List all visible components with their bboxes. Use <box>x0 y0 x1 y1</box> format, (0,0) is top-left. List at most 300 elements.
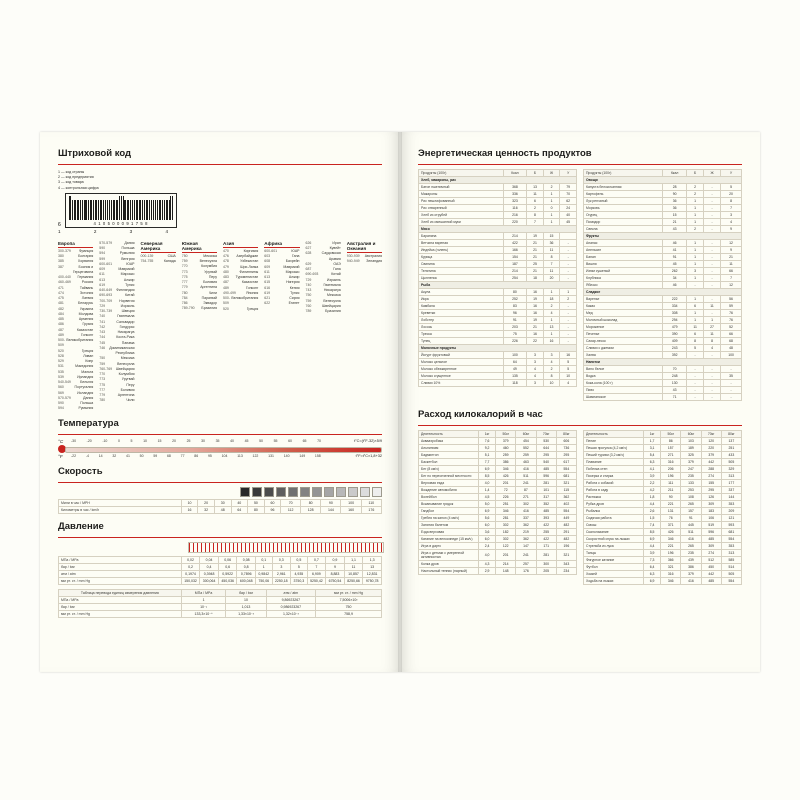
table-row <box>419 352 577 359</box>
table-cell: 265 <box>681 501 701 508</box>
axis-tick: -10 <box>102 439 108 444</box>
table-cell: 1 <box>543 191 560 198</box>
table-cell: Молоко обезжиренное <box>419 366 504 373</box>
left-page <box>40 132 400 672</box>
country-name: Эквадор <box>203 301 217 306</box>
table-cell: 15 <box>663 212 687 219</box>
country-name: Россия <box>81 280 94 285</box>
table-header-cell: У <box>721 170 742 177</box>
country-code: 780 <box>181 290 188 295</box>
table-cell: 346 <box>661 578 681 585</box>
table-cell: 409 <box>663 338 687 345</box>
country-column <box>223 241 258 412</box>
barcode-bar <box>139 200 140 220</box>
table-cell: 115 <box>556 487 576 494</box>
table-cell: 1 <box>687 205 704 212</box>
table-cell: 362 <box>556 494 576 501</box>
country-code: 775 <box>181 274 188 279</box>
table-header-row <box>584 431 742 438</box>
table-cell: 426 <box>661 529 681 536</box>
country-code: 780 <box>99 398 106 403</box>
table-cell: 8250,66 <box>344 577 363 584</box>
country-code: 622 <box>264 301 271 306</box>
table-cell: 118 <box>503 380 526 387</box>
country-code: 760 <box>305 303 312 308</box>
table-cell: Водка <box>584 373 663 380</box>
table-cell: 5,0 <box>479 501 496 508</box>
barcode-index-row <box>58 229 168 234</box>
table-cell: 449 <box>556 515 576 522</box>
country-code: 485 <box>58 317 64 322</box>
table-cell: 8,5 <box>644 529 661 536</box>
table-row <box>419 494 577 501</box>
country-name: США <box>167 253 176 258</box>
table-cell: 0,7896 <box>237 570 256 577</box>
table-cell: 133 <box>681 480 701 487</box>
country-code: 740 <box>305 282 312 287</box>
speed-block <box>252 487 262 497</box>
table-cell: 221 <box>661 543 681 550</box>
table-cell: 66 <box>721 331 742 338</box>
table-row <box>419 289 577 296</box>
table-cell: - <box>703 254 720 261</box>
table-cell: 235 <box>681 550 701 557</box>
table-cell: 4 <box>721 219 742 226</box>
table-cell: 1 <box>687 261 704 268</box>
table-cell: 2,9 <box>479 568 496 575</box>
table-group-header: Мясо <box>419 226 577 233</box>
right-page <box>400 132 760 672</box>
country-name: Никарагуа <box>323 288 341 293</box>
country-name: Ирландия <box>77 374 94 379</box>
table-cell: 334 <box>663 303 687 310</box>
country-code: 690-693 <box>305 272 319 277</box>
table-cell: Рыбалка <box>584 508 644 515</box>
table-cell: 48 <box>214 506 231 513</box>
barcode-bar <box>167 200 168 220</box>
axis-tick: 0 <box>117 439 120 444</box>
table-cell: 485 <box>536 508 556 515</box>
table-cell: Какао <box>584 303 663 310</box>
table-cell: 5 <box>560 366 577 373</box>
table-cell: - <box>560 303 577 310</box>
table-cell: 11 <box>543 247 560 254</box>
axis-tick: 95 <box>207 454 212 459</box>
table-cell: 8 <box>703 338 720 345</box>
table-cell: - <box>560 331 577 338</box>
barcode-index-3: 3 <box>129 228 133 234</box>
table-row <box>584 487 742 494</box>
table-row <box>584 177 742 184</box>
table-cell: 460 <box>496 445 516 452</box>
country-code: 619 <box>99 282 106 287</box>
country-code: 626 <box>305 240 312 245</box>
axis-tick: -22 <box>71 454 77 459</box>
country-code: 759 <box>181 259 188 264</box>
table-cell: Километры в час / km/h <box>59 506 182 513</box>
table-cell: Вино белое <box>584 366 663 373</box>
table-row <box>584 578 742 585</box>
table-header-cell: Ж <box>703 170 720 177</box>
table-cell: 7 <box>543 261 560 268</box>
table-cell: МПа / MPa <box>59 556 182 563</box>
table-cell: Вскапывание грядок <box>419 501 479 508</box>
table-cell: 2,4 <box>479 543 496 550</box>
table-cell: - <box>721 366 742 373</box>
table-cell: 72 <box>496 487 516 494</box>
axis-tick: -20 <box>86 439 92 444</box>
table-cell: 4 <box>560 380 577 387</box>
table-cell: 316 <box>661 459 681 466</box>
country-name: Австралия <box>364 253 382 258</box>
table-cell: 5 <box>560 359 577 366</box>
barcode-bar <box>123 196 124 220</box>
table-cell: 12 <box>721 282 742 289</box>
table-row <box>419 522 577 529</box>
table-cell: 0,9 <box>326 556 345 563</box>
table-cell: 681 <box>556 473 576 480</box>
country-name: Шри-Ланка <box>240 264 259 269</box>
table-cell: 48 <box>721 345 742 352</box>
country-code: 786 <box>181 301 188 306</box>
table-row <box>584 324 742 331</box>
table-cell: 4 <box>543 359 560 366</box>
country-code: 600-601 <box>264 248 278 253</box>
table-cell: 196 <box>556 543 576 550</box>
table-cell: 0,4 <box>200 563 219 570</box>
table-cell: - <box>721 380 742 387</box>
table-cell: 0,1 <box>255 556 272 563</box>
table-group-header: Овощи <box>584 177 742 184</box>
table-cell: 171 <box>536 543 556 550</box>
table-cell: 121 <box>721 515 741 522</box>
country-name: Гонконг <box>245 285 259 290</box>
country-code: 613 <box>264 275 271 280</box>
table-row <box>419 529 577 536</box>
table-cell: 13 <box>543 324 560 331</box>
table-row <box>584 380 742 387</box>
table-cell: 36 <box>543 240 560 247</box>
table-cell: 3 <box>272 563 291 570</box>
table-cell: Аквааэробика <box>419 438 479 445</box>
table-cell: 2 <box>527 205 544 212</box>
country-code: 611 <box>264 269 270 274</box>
country-code-row <box>141 259 176 264</box>
country-name: Египет <box>288 301 300 306</box>
table-cell: Курица <box>419 254 504 261</box>
table-row <box>584 366 742 373</box>
table-cell: 201 <box>496 550 516 561</box>
table-cell: Пеший туризм (3,2 км/ч) <box>584 452 644 459</box>
table-cell: 4 <box>543 310 560 317</box>
country-code: 627 <box>305 246 312 251</box>
table-header-row <box>419 431 577 438</box>
table-cell: 10 <box>560 373 577 380</box>
table-header-cell: 60кг <box>516 431 536 438</box>
table-cell: 157 <box>661 445 681 452</box>
table-cell: 321 <box>556 480 576 487</box>
table-cell: 15 <box>543 233 560 240</box>
table-cell: - <box>560 338 577 345</box>
speed-block <box>336 487 346 497</box>
barcode-bar <box>107 200 108 220</box>
table-cell: 96 <box>264 506 281 513</box>
country-name: Украина <box>79 306 94 311</box>
table-cell: 7,4 <box>644 522 661 529</box>
table-cell: 13 <box>527 184 544 191</box>
table-cell: 40 <box>231 499 248 506</box>
table-cell: Тунец <box>419 338 504 345</box>
axis-tick: 30 <box>201 439 205 444</box>
table-cell: 530 <box>536 438 556 445</box>
table-row <box>419 550 577 561</box>
table-cell: - <box>687 380 704 387</box>
section-barcode <box>58 148 382 234</box>
country-name: Гонконг <box>80 332 94 337</box>
table-cell: 226 <box>503 338 526 345</box>
table-cell: бар / bar <box>59 603 182 610</box>
axis-tick: 14 <box>98 454 103 459</box>
table-cell: Треска <box>419 331 504 338</box>
table-row <box>584 296 742 303</box>
table-cell: 1 <box>687 296 704 303</box>
table-group-header: Сладкое <box>584 289 742 296</box>
table-cell: Капуста белокочанная <box>584 184 663 191</box>
table-cell: 68 <box>721 338 742 345</box>
table-cell: - <box>560 240 577 247</box>
barcode-bar <box>169 200 170 220</box>
table-cell: 1 <box>560 289 577 296</box>
table-cell: - <box>703 205 720 212</box>
country-code: 777 <box>99 387 106 392</box>
country-code: 742 <box>99 324 106 329</box>
country-code-row <box>347 259 382 264</box>
country-name: Бахрейн <box>285 259 300 264</box>
country-name: Израиль <box>326 277 341 282</box>
country-code-row <box>306 251 341 262</box>
country-name: Македония <box>75 364 94 369</box>
country-name: Швеция <box>121 309 135 314</box>
country-name: Боливия <box>120 387 135 392</box>
table-cell: 100 <box>341 499 361 506</box>
table-cell: Волейбол <box>419 494 479 501</box>
table-cell: Яблоко <box>584 282 663 289</box>
table-cell: 18 <box>543 296 560 303</box>
table-cell: 442 <box>701 571 721 578</box>
table-cell: 6,4 <box>644 564 661 571</box>
country-name: Филиппины <box>239 269 259 274</box>
barcode-bar <box>160 200 161 220</box>
barcode-bar <box>142 200 143 220</box>
country-code: 476 <box>223 254 229 259</box>
table-cell: 2 <box>543 366 560 373</box>
table-row <box>584 352 742 359</box>
axis-tick: 35 <box>215 439 220 444</box>
table-cell: Печенье <box>584 331 663 338</box>
table-cell: 90 <box>321 499 341 506</box>
table-header-cell: Ж <box>543 170 560 177</box>
table-header-row <box>59 589 382 596</box>
table-cell: Скоростной спуск на лыжах <box>584 536 644 543</box>
table-cell: Камбала <box>419 303 504 310</box>
table-cell: 46 <box>663 240 687 247</box>
table-cell: 540 <box>536 459 556 466</box>
table-cell: 18 <box>527 275 544 282</box>
table-cell: - <box>703 380 720 387</box>
table-cell: 6,0 <box>479 522 496 529</box>
table-header-cell: 60кг <box>681 431 701 438</box>
table-cell: 91 <box>503 317 526 324</box>
table-cell: 10 <box>226 596 266 603</box>
table-group-header: Молочные продукты <box>419 345 577 352</box>
table-cell: 265 <box>681 543 701 550</box>
table-cell: 5,4 <box>644 452 661 459</box>
country-code-row <box>306 309 341 314</box>
divider <box>58 537 382 538</box>
table-row <box>419 310 577 317</box>
table-cell: 4,1 <box>644 466 661 473</box>
table-cell: 252 <box>503 296 526 303</box>
table-cell: - <box>703 184 720 191</box>
table-header-cell: 1кг <box>644 431 661 438</box>
table-row <box>584 557 742 564</box>
table-cell: 0,8 <box>237 563 256 570</box>
table-cell: 196 <box>661 473 681 480</box>
table-cell: 189 <box>681 445 701 452</box>
table-cell: 2,961 <box>272 570 291 577</box>
table-cell: 80 <box>301 499 321 506</box>
country-name: Эстония <box>79 290 94 295</box>
country-code: 615 <box>264 280 271 285</box>
table-cell: 248 <box>663 373 687 380</box>
table-cell: 3 <box>543 352 560 359</box>
table-cell: 7,6 <box>479 438 496 445</box>
country-name: Великобритания <box>66 338 94 343</box>
table-cell: Рубка дров <box>584 501 644 508</box>
table-cell: 485 <box>701 578 721 585</box>
table-cell: 126 <box>701 494 721 501</box>
country-name: Польша <box>121 246 135 251</box>
table-cell: Пиво <box>584 387 663 394</box>
country-code: 770 <box>99 372 106 377</box>
barcode-bar <box>91 200 92 220</box>
table-cell: 220 <box>503 219 526 226</box>
table-cell: 11 <box>703 331 720 338</box>
table-cell: 281 <box>496 515 516 522</box>
country-code: 385 <box>58 259 64 264</box>
table-cell: 11 <box>344 563 363 570</box>
table-cell: 366 <box>661 557 681 564</box>
table-cell: 736 <box>556 445 576 452</box>
table-cell: 274 <box>701 550 721 557</box>
table-cell: 1 <box>687 275 704 282</box>
table-row <box>584 198 742 205</box>
table-cell: Акула <box>419 289 504 296</box>
table-header-cell: 50кг <box>496 431 516 438</box>
table-cell: 1 <box>543 331 560 338</box>
table-cell: 422 <box>503 240 526 247</box>
country-name: Уругвай <box>121 377 135 382</box>
country-code: 487 <box>223 280 229 285</box>
barcode-bar <box>134 200 135 220</box>
table-cell: 16 <box>527 303 544 310</box>
table-cell: 111 <box>661 480 681 487</box>
table-cell: 362 <box>516 536 536 543</box>
table-cell: 214 <box>496 561 516 568</box>
table-cell: - <box>703 191 720 198</box>
table-header-cell: У <box>560 170 577 177</box>
table-cell: Работа с собакой <box>584 480 644 487</box>
country-code: 729 <box>99 303 106 308</box>
table-cell: Работа в саду <box>584 487 644 494</box>
table-cell: 596 <box>701 529 721 536</box>
table-cell: 177 <box>721 480 741 487</box>
table-cell: 291 <box>556 529 576 536</box>
table-cell: 2,6 <box>644 508 661 515</box>
table-cell: 554 <box>721 578 741 585</box>
table-cell: 259 <box>516 452 536 459</box>
table-cell: Футбол <box>584 564 644 571</box>
table-cell: 79 <box>560 184 577 191</box>
table-cell: - <box>703 282 720 289</box>
table-cell: 3,9 <box>644 550 661 557</box>
country-code: 700-709 <box>99 298 113 303</box>
table-cell: 12 <box>721 240 742 247</box>
table-cell: 450,036 <box>218 577 237 584</box>
table-row <box>419 561 577 568</box>
table-cell: 514 <box>721 564 741 571</box>
table-header-cell: мм рт. ст. / mm Hg <box>316 589 382 596</box>
barcode-bar <box>100 200 101 220</box>
country-code: 489 <box>223 285 229 290</box>
country-name: Франция <box>78 248 94 253</box>
table-cell: 554 <box>556 508 576 515</box>
country-name: Венесуэла <box>323 298 341 303</box>
table-row <box>419 226 577 233</box>
table-cell: Макароны <box>419 191 504 198</box>
table-cell: 80 <box>248 506 265 513</box>
table-cell: 8 <box>527 212 544 219</box>
table-cell: Хлеб из смешанной муки <box>419 219 504 226</box>
table-cell: 16 <box>527 310 544 317</box>
table-cell: 416 <box>681 536 701 543</box>
table-cell: - <box>703 198 720 205</box>
table-row <box>419 473 577 480</box>
barcode-bar <box>147 200 148 220</box>
table-cell: 76 <box>721 310 742 317</box>
country-name: Китай <box>125 293 135 298</box>
barcode-bar <box>85 200 86 220</box>
table-cell: 1,7 <box>644 438 661 445</box>
table-cell: 281 <box>536 480 556 487</box>
table-cell: 144 <box>721 494 741 501</box>
country-name: Хорватия <box>77 259 94 264</box>
axis-tick: 140 <box>283 454 290 459</box>
table-cell: 329 <box>721 466 741 473</box>
barcode-index-4: 4 <box>165 228 168 234</box>
table-cell: Молочный шоколад <box>584 317 663 324</box>
table-cell: 1,4 <box>479 487 496 494</box>
table-cell: 1,33×10⁻³ <box>226 610 266 617</box>
table-cell: 386 <box>496 459 516 466</box>
table-cell: Колка дров <box>419 561 479 568</box>
speed-block <box>276 487 286 497</box>
table-cell: 2 <box>543 184 560 191</box>
table-cell: 271 <box>516 494 536 501</box>
fahrenheit-ticks <box>71 454 321 458</box>
table-row <box>584 240 742 247</box>
table-cell: 10⁻¹ <box>181 603 226 610</box>
